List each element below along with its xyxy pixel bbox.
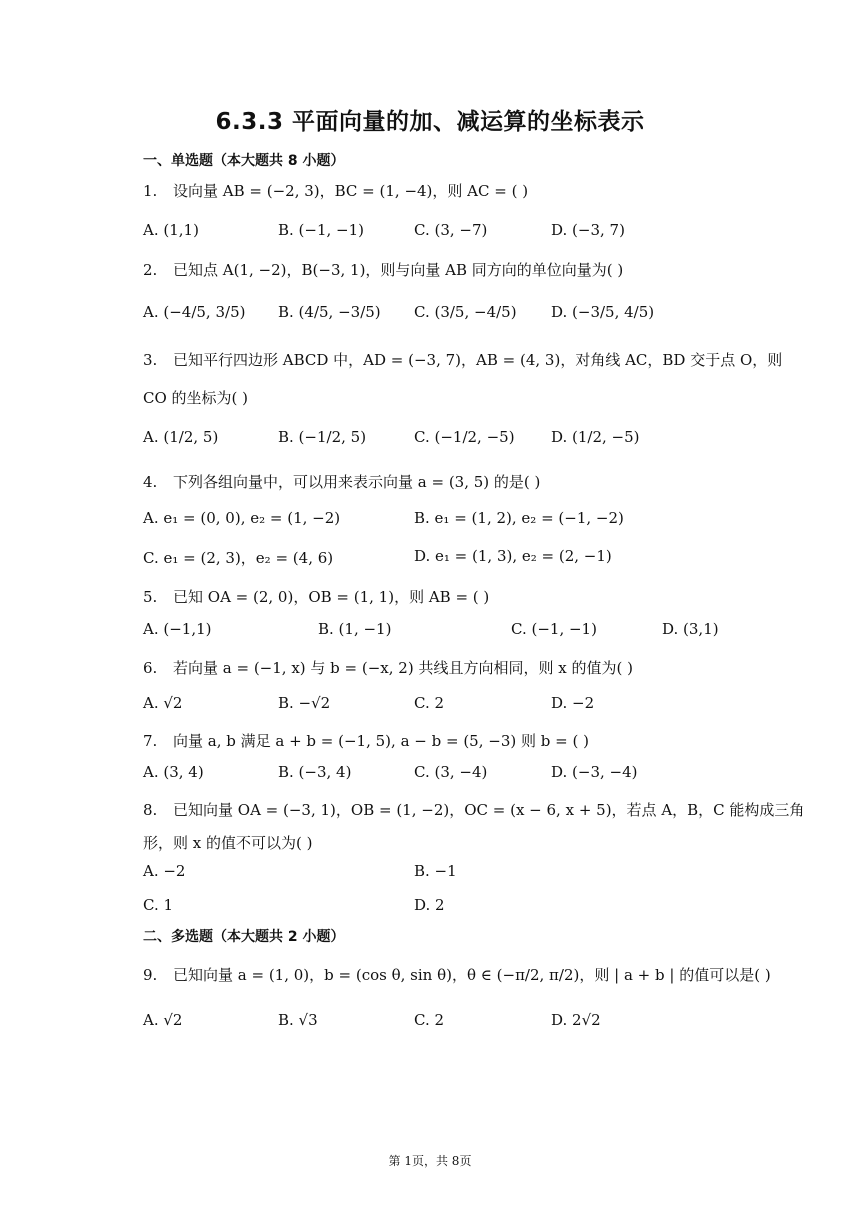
option-a: A. √2 bbox=[143, 694, 183, 712]
option-b: B. e₁ = (1, 2), e₂ = (−1, −2) bbox=[414, 509, 624, 527]
question-number: 1. bbox=[143, 182, 158, 200]
option-c: C. (−1/2, −5) bbox=[414, 428, 515, 446]
question-number: 3. bbox=[143, 351, 158, 369]
option-c: C. (3, −7) bbox=[414, 221, 488, 239]
option-a: A. −2 bbox=[143, 862, 186, 880]
option-a: A. √2 bbox=[143, 1011, 183, 1029]
question-4 bbox=[143, 471, 540, 492]
question-9 bbox=[143, 964, 771, 985]
question-text: 已知点 A(1, −2)，B(−3, 1)，则与向量 AB 同方向的单位向量为( ) bbox=[173, 261, 624, 279]
option-b: B. √3 bbox=[278, 1011, 318, 1029]
option-a: A. (−4/5, 3/5) bbox=[143, 303, 246, 321]
option-d: D. (−3/5, 4/5) bbox=[551, 303, 655, 321]
question-text: 已知 OA = (2, 0)，OB = (1, 1)，则 AB = ( ) bbox=[173, 588, 490, 606]
question-number: 7. bbox=[143, 732, 158, 750]
option-d: D. (1/2, −5) bbox=[551, 428, 640, 446]
question-text: 设向量 AB = (−2, 3)，BC = (1, −4)，则 AC = ( ) bbox=[173, 182, 529, 200]
question-text: 已知向量 OA = (−3, 1)，OB = (1, −2)，OC = (x − 6, x + 5)，若点 A，B，C 能构成三角 bbox=[173, 801, 805, 819]
option-c: C. 1 bbox=[143, 896, 174, 914]
option-d: D. −2 bbox=[551, 694, 595, 712]
question-text: 已知向量 a = (1, 0)，b = (cos θ, sin θ)，θ ∈ (−π/2, π/2)，则 | a + b | 的值可以是( ) bbox=[173, 966, 771, 984]
option-b: B. (−1, −1) bbox=[278, 221, 365, 239]
question-8-continued: 形，则 x 的值不可以为( ) bbox=[143, 834, 313, 852]
section-heading-multiple-choice: 二、多选题（本大题共 2 小题） bbox=[143, 929, 345, 945]
option-b: B. −√2 bbox=[278, 694, 331, 712]
question-number: 9. bbox=[143, 966, 158, 984]
question-number: 6. bbox=[143, 659, 158, 677]
option-d: D. (−3, 7) bbox=[551, 221, 625, 239]
question-6 bbox=[143, 657, 633, 678]
question-8 bbox=[143, 799, 804, 820]
option-b: B. (−1/2, 5) bbox=[278, 428, 367, 446]
option-d: D. 2 bbox=[414, 896, 445, 914]
option-d: D. (3,1) bbox=[662, 620, 719, 638]
question-3-continued: CO 的坐标为( ) bbox=[143, 389, 249, 407]
question-text: 已知平行四边形 ABCD 中，AD = (−3, 7)，AB = (4, 3)，对角线 AC，BD 交于点 O，则 bbox=[173, 351, 783, 369]
question-5 bbox=[143, 586, 489, 607]
option-d: D. 2√2 bbox=[551, 1011, 601, 1029]
section-heading-single-choice: 一、单选题（本大题共 8 小题） bbox=[143, 153, 345, 169]
option-c: C. (−1, −1) bbox=[511, 620, 597, 638]
option-b: B. (4/5, −3/5) bbox=[278, 303, 381, 321]
question-text: 下列各组向量中，可以用来表示向量 a = (3, 5) 的是( ) bbox=[173, 473, 541, 491]
option-a: A. e₁ = (0, 0), e₂ = (1, −2) bbox=[143, 509, 341, 527]
option-b: B. (−3, 4) bbox=[278, 763, 352, 781]
question-3 bbox=[143, 349, 782, 370]
page-title: 6.3.3 平面向量的加、减运算的坐标表示 bbox=[215, 109, 645, 135]
option-b: B. −1 bbox=[414, 862, 457, 880]
option-a: A. (1,1) bbox=[143, 221, 199, 239]
question-text: 若向量 a = (−1, x) 与 b = (−x, 2) 共线且方向相同，则 x 的值为( ) bbox=[173, 659, 633, 677]
option-d: D. (−3, −4) bbox=[551, 763, 638, 781]
option-c: C. e₁ = (2, 3)，e₂ = (4, 6) bbox=[143, 549, 334, 567]
question-number: 5. bbox=[143, 588, 158, 606]
question-number: 4. bbox=[143, 473, 158, 491]
question-7 bbox=[143, 730, 589, 751]
option-b: B. (1, −1) bbox=[318, 620, 392, 638]
option-a: A. (3, 4) bbox=[143, 763, 204, 781]
option-c: C. (3/5, −4/5) bbox=[414, 303, 517, 321]
question-number: 2. bbox=[143, 261, 158, 279]
question-1 bbox=[143, 180, 528, 201]
question-text: 向量 a, b 满足 a + b = (−1, 5), a − b = (5, −3) 则 b = ( ) bbox=[173, 732, 589, 750]
option-c: C. (3, −4) bbox=[414, 763, 488, 781]
option-c: C. 2 bbox=[414, 1011, 445, 1029]
option-a: A. (1/2, 5) bbox=[143, 428, 219, 446]
option-d: D. e₁ = (1, 3), e₂ = (2, −1) bbox=[414, 547, 612, 565]
option-c: C. 2 bbox=[414, 694, 445, 712]
question-number: 8. bbox=[143, 801, 158, 819]
question-2 bbox=[143, 259, 623, 280]
option-a: A. (−1,1) bbox=[143, 620, 212, 638]
page-footer: 第 1页，共 8页 bbox=[388, 1154, 472, 1168]
